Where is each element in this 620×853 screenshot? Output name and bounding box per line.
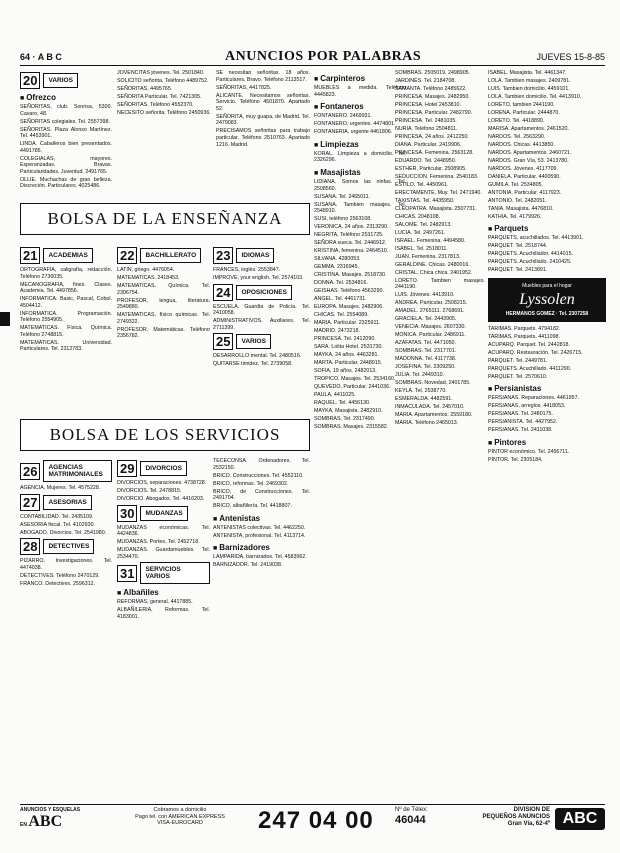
ad-text: DONNA. Tel. 2534816. xyxy=(314,279,368,286)
footer-division-line: PEQUEÑOS ANUNCIOS xyxy=(482,814,550,820)
ad-text: VENECIA. Masajes. 2607330. xyxy=(395,324,466,331)
section-label: ACADEMIAS xyxy=(43,248,92,263)
ad-text: ADMINISTRATIVOS. Auxiliares. Tel. 2711399. xyxy=(213,318,310,331)
ad-text: ANTONIA. Particular. 4117923. xyxy=(488,189,562,196)
ad-text: NARDOS. Jóvenes. 4117709. xyxy=(488,165,558,172)
ad-text: DIVORCIO. Abogados. Tel. 4416203. xyxy=(117,495,205,502)
ad-text: PRINCESA, 24 años. 2412250. xyxy=(395,133,469,140)
ad-text: CHICAS. 2048108. xyxy=(395,213,441,220)
ad-text: DANIELA. Particular. 4400590. xyxy=(488,173,561,180)
ad-text: BRICO, reformas. Tel. 2469302. xyxy=(213,480,289,487)
section-oposiciones-label xyxy=(213,284,310,301)
ad-text: MATEMATICAS. Física. Química. Teléfono 2748815. xyxy=(20,325,112,338)
ad-text: PERSIANAS, arreglos. 4418053. xyxy=(488,403,566,410)
section-number: 27 xyxy=(20,494,40,511)
ad-text: MATEMATICAS, físico químicas. Tel. 2749322. xyxy=(117,312,210,325)
ad-text: FRANCES, inglés. 2553847. xyxy=(213,267,281,273)
ad-text: NECESITO señorita. Teléfono 2450936. xyxy=(117,109,211,116)
ad-text: PROFESOR. Matemáticas. Teléfono 2356782. xyxy=(117,326,210,340)
footer-payment-info xyxy=(110,807,250,827)
ad-text: DIANA. Particular. 2419906. xyxy=(395,141,462,148)
ad-text: ISRAEL. Femenina. 4494580. xyxy=(395,237,466,244)
ad-text: LOLA. Tambien masajes. 2409781. xyxy=(488,77,571,84)
ad-text: MARIA. Teléfono 2465013. xyxy=(395,419,459,426)
ad-text: SEÑORITAS colegiales. Tel. 2557398. xyxy=(20,118,110,125)
persianistas-list xyxy=(488,395,606,434)
section-label: SERVICIOS VARIOS xyxy=(140,562,210,584)
section-bachillerato-label xyxy=(117,247,210,264)
section-number: 21 xyxy=(20,247,40,264)
ad-text: LOLA. Tambien domicilio. Tel. 4413910. xyxy=(488,93,582,100)
section-number: 20 xyxy=(20,72,40,89)
ad-text: DESARROLLO mental. Tel. 2480516. xyxy=(213,353,302,360)
parquets-list xyxy=(488,235,606,274)
ad-text: SOMBRAS. Tel. 2317701. xyxy=(395,348,457,355)
ad-text: GUMILA. Tel. 2534805. xyxy=(488,181,543,188)
ad-text: IMPROVE, your english. Tel. 2574103. xyxy=(213,274,304,281)
footer-telex-label: Nº de Télex: xyxy=(395,807,428,813)
ad-text: DETECTIVES. Teléfono 2470129. xyxy=(20,572,100,579)
ad-text: PARQUETS. Acuchillador. 4414015. xyxy=(488,251,573,258)
ad-text: ANDREA. Particular. 2508215. xyxy=(395,300,468,307)
ad-text: MUEBLES a medida. Teléfono 4445823. xyxy=(314,85,406,98)
ad-text: SUSANA. Tambien masajes. Tel. 2548910. xyxy=(314,201,406,215)
ad-text: LORETO. Tambien masajes. 2441190. xyxy=(395,277,485,291)
ad-text: RAQUEL. Tel. 4456130. xyxy=(314,399,371,406)
section-label: VARIOS xyxy=(43,73,77,88)
ad-text: INFORMATICA. Basic, Pascal, Cobol. 4504412. xyxy=(20,296,112,309)
ad-text: GRACIELA. Tel. 2443905. xyxy=(395,316,457,323)
section-label: ASESORIAS xyxy=(43,495,91,510)
ad-text: PARQUET. Tel. 2449781. xyxy=(488,357,548,364)
ad-text: PARQUETS, acuchillados. Tel. 4413901. xyxy=(488,235,584,242)
ad-text: NURIA. Teléfono 2504811. xyxy=(395,125,458,132)
ad-text: PARQUET. Tel. 2413891. xyxy=(488,267,548,274)
ad-text: PROFESOR, lengua, literatura. 2549880. xyxy=(117,297,210,311)
ad-text: SOLICITO señorita. Teléfono 4489752. xyxy=(117,77,209,84)
ad-text: BRICO. Construcciones. Tel. 4552110. xyxy=(213,472,304,479)
column-varios-3 xyxy=(216,70,310,270)
ad-text: LUIS. Jóvenes. 4413910. xyxy=(395,292,455,299)
ad-text: LAMPARIDA, barnizados. Tel. 4583962. xyxy=(213,554,307,561)
footer-pay-line: Cobramos a domicilio xyxy=(153,807,207,813)
footer-pay-line: Pago tel. con AMERICAN EXPRESS xyxy=(135,813,225,820)
ad-text: MUDANZAS. Portes. Tel. 2452718. xyxy=(117,539,200,546)
ad-text: AMADEL. 2765111. 2768691. xyxy=(395,308,465,315)
ad-text: ACUPARQ. Restauración. Tel. 2426715. xyxy=(488,349,583,356)
ad-text: MECANOGRAFIA, fines. Clases. Academia. Tel. 4497856. xyxy=(20,281,112,295)
ad-text: SOMBRAS. 2505019. 2498905. xyxy=(395,70,471,76)
subhead-albaniles: ■ Albañiles xyxy=(117,588,210,597)
page-header xyxy=(20,49,605,66)
ad-text: PERSIANAS. Tel. 2411038. xyxy=(488,427,553,434)
subhead-antenistas: ■ Antenistas xyxy=(213,514,310,523)
ad-text: MUDANZAS. Guardamuebles. Tel. 2534470. xyxy=(117,547,210,560)
ad-text: KRISTINA, femenina. 2464510. xyxy=(314,248,389,255)
ad-text: SUSANA. Tel. 2465011. xyxy=(314,193,371,200)
lyssolen-contact: HERMANOS GOMEZ · Tel. 2307258 xyxy=(505,310,589,317)
ad-text: GEISHAS. Teléfono 4563290. xyxy=(314,287,384,294)
section-number: 28 xyxy=(20,538,40,555)
column-4-carpinteros-masajistas xyxy=(314,70,406,810)
ad-text: ESTILO. Tel. 4450961. xyxy=(395,181,449,188)
ad-text: ACUPARQ. Parquet. Tel. 2442818. xyxy=(488,341,570,348)
ad-text: PRINCESA. Masajes. 2482950. xyxy=(395,93,470,100)
column-academias xyxy=(20,245,112,415)
column-idiomas-oposiciones xyxy=(213,245,310,415)
column-servicios-3 xyxy=(213,458,310,798)
subhead-ofrezco: ■ Ofrezco xyxy=(20,93,112,102)
column-servicios-1 xyxy=(20,458,112,798)
section-mudanzas-label xyxy=(117,505,210,522)
ad-text: JOVENCITAS jóvenes. Tel. 2501840. xyxy=(117,70,205,76)
footer-abc-name: ABC xyxy=(28,813,63,830)
section-asesorias-label xyxy=(20,494,112,511)
section-number: 30 xyxy=(117,505,137,522)
ad-text: SE necesitan señoritas. 18 años. Particulares. Bravo. Teléfono 2113517. xyxy=(216,70,310,83)
ad-text: ESMERALDA. 4482591. xyxy=(395,395,453,402)
ad-text: KATHIA. Tel. 4179926. xyxy=(488,213,542,220)
ad-text: FONTANERIA, urgente 4461806. xyxy=(314,129,393,136)
ad-text: SARA. Lolita Hotel. 2531730. xyxy=(314,343,383,350)
ad-text: NARDOS. Chicas. 4413850. xyxy=(488,141,555,148)
section-label: VARIOS xyxy=(236,334,270,349)
banner-bolsa-ensenanza: BOLSA DE LA ENSEÑANZA xyxy=(20,203,310,235)
footer-telex-number: 46044 xyxy=(395,814,426,826)
ad-text: PRINCESA. Tel. 2481035. xyxy=(395,117,457,124)
section-number: 22 xyxy=(117,247,137,264)
ad-text: DIVORCIOS. Tel. 2478815. xyxy=(117,487,182,494)
section-servicios-varios-label xyxy=(117,562,210,584)
ad-text: QUEVEDO, Particular. 2441036. xyxy=(314,383,391,390)
ad-text: KEYLA. Tel. 2538770. xyxy=(395,387,447,394)
ad-text: REFORMAS, general. 4417885. xyxy=(117,599,193,606)
ad-text: MUDANZAS económicas. Tel. 4424836. xyxy=(117,524,210,538)
ad-text: PRINCESA. Hotel 2453810. xyxy=(395,101,461,108)
subhead-barnizadores: ■ Barnizadores xyxy=(213,543,310,552)
ad-text: SEÑORITAS, club. Sonrisa, 5300. Cavaro, 48. xyxy=(20,104,112,117)
ad-text: ALICANTE. Necesitamos señoritas. Servicio. Teléfono 4501870. Apartado 52. xyxy=(216,92,310,112)
ad-text: NARDOS. Gran Vía, 53. 2413780. xyxy=(488,157,569,164)
ad-text: ANTENISTA, profesional. Tel. 4113714. xyxy=(213,532,306,539)
section-label: DETECTIVES xyxy=(43,539,94,554)
ad-text: PARQUET. Tel. 2570610. xyxy=(488,373,548,380)
ad-text: GEMMA. 2316945. xyxy=(314,263,360,270)
ad-text: JULIA. Tel. 2449310. xyxy=(395,372,445,379)
ad-text: NEGRITA, Teléfono 2531725. xyxy=(314,232,384,239)
ad-text: FONTANERO. 2469931. xyxy=(314,113,372,120)
ad-text: DIVORCIOS, separaciones. 4738728. xyxy=(117,480,207,486)
ad-text: LINDA. Caballeros bien presentados. 4491785. xyxy=(20,141,112,154)
column-varios-2 xyxy=(117,70,212,270)
ad-text: PARQUET. Tel. 2518744. xyxy=(488,243,548,250)
subhead-parquets: ■ Parquets xyxy=(488,224,606,233)
ad-text: SEDUCCION. Femenina. 2540183. xyxy=(395,173,479,180)
column-6 xyxy=(488,70,606,810)
column-5-list xyxy=(395,70,485,427)
ad-text: ESTHER, Particular. 2508905. xyxy=(395,165,467,172)
ad-text: PIZARRO. Investigaciones. Tel. 4474038. xyxy=(20,558,112,571)
ad-text: LORENA. Particular. 2444870. xyxy=(488,109,560,116)
ad-text: ISABEL. Tel. 2518011. xyxy=(395,245,448,252)
ad-text: EDUARDO. Tel. 2448950. xyxy=(395,157,457,164)
ad-text: INFORMATICA. Programación. Teléfono 2554905. xyxy=(20,310,112,324)
ad-text: FONTANERO, urgentes. 4474801. xyxy=(314,121,396,128)
ad-text: ANGEL. Tel. 4461731. xyxy=(314,295,367,302)
ad-text: MARIA. Apartamentos. 2559180. xyxy=(395,411,473,418)
ad-text: LATIN, griego. 4476054. xyxy=(117,267,175,273)
section-number: 31 xyxy=(117,565,137,582)
ad-text: EUROPA. Masajes. 2482906. xyxy=(314,303,384,310)
ad-text: PRINCESA. Tel. 2412090. xyxy=(314,335,376,342)
ad-text: AGENCIA. Mujeres. Tel. 4575228. xyxy=(20,485,101,491)
subhead-persianistas: ■ Persianistas xyxy=(488,384,606,393)
footer-division-line: DIVISION DE xyxy=(513,807,550,813)
ad-text: PRINCESA. Particular. 2482790. xyxy=(395,109,473,116)
section-agencias-label xyxy=(20,460,112,482)
ad-text: LUIS. Tambien domicilio. 4459101. xyxy=(488,85,570,92)
ad-text: TANIA. Masajista. 4476810. xyxy=(488,205,554,212)
page-title: ANUNCIOS POR PALABRAS xyxy=(225,49,422,64)
ad-text: SEÑORITAS, 4417825. xyxy=(216,84,272,91)
ad-text: SOMBRAS. Tel. 2317490. xyxy=(314,415,376,422)
ad-text: LORETO, tambien 2441190. xyxy=(488,101,555,108)
page-number: 64 · A B C xyxy=(20,52,62,62)
ad-text: ORTOGRAFIA, caligrafía, redacción. Teléfono 2736035. xyxy=(20,267,112,280)
footer-phone-number: 247 04 00 xyxy=(258,807,374,834)
footer-abc-block xyxy=(20,807,94,831)
column-varios-ofrezco xyxy=(20,70,112,270)
ad-text: ANTENISTAS colectivas. Tel. 4462250. xyxy=(213,524,306,531)
abc-logo: ABC xyxy=(555,808,605,830)
ad-text: ASESORIA fiscal. Tel. 4102930. xyxy=(20,521,95,528)
ad-text: SEÑORITAS. Plaza Alonso Martínez. Tel. 4453901. xyxy=(20,126,112,140)
lyssolen-advertisement xyxy=(488,278,606,322)
ad-text: SOFIA, 19 años. 2482013. xyxy=(314,367,377,374)
ad-text: CLEOPATRA. Masajista. 2507731. xyxy=(395,205,477,212)
lyssolen-logo: Lyssolen xyxy=(519,290,575,308)
section-number: 25 xyxy=(213,333,233,350)
ad-text: BRICO, de Construcciones. Tel. 2491704. xyxy=(213,488,310,502)
ad-text: PRINCESA. Femenina. 2563128. xyxy=(395,149,474,156)
ad-text: ANTONIO. Tel. 2482051. xyxy=(488,197,547,204)
section-label: IDIOMAS xyxy=(236,248,274,263)
footer-division-line: Gran Vía, 62-4º xyxy=(507,821,550,827)
ad-text: CONTABILIDAD. Tel. 2435109. xyxy=(20,513,94,520)
ad-text: KORAL. Limpieza a domicilio. Tel. 2326296. xyxy=(314,150,406,164)
ad-text: PINTOR económico. Tel. 2456711. xyxy=(488,448,570,455)
section-number: 23 xyxy=(213,247,233,264)
ad-text: TARIMAS. Parquets. 4794182. xyxy=(488,325,561,332)
ad-text: MADRID. 2473218. xyxy=(314,327,360,334)
ad-text: TARIMAS, Parquets. 4411098. xyxy=(488,333,560,340)
ad-text: JUAN. Femenina. 2317813. xyxy=(395,253,461,260)
ad-text: BARNIZADOR. Tel. 2419038. xyxy=(213,562,283,569)
section-label: BACHILLERATO xyxy=(140,248,201,263)
ad-text: SALOME. Tel. 2482913. xyxy=(395,221,452,228)
banner-bolsa-servicios: BOLSA DE LOS SERVICIOS xyxy=(20,419,310,451)
ad-text: NARDOS. Tel. 2563290. xyxy=(488,133,546,140)
section-detectives-label xyxy=(20,538,112,555)
footer-pay-line: VISA-EUROCARD xyxy=(157,820,203,826)
ad-text: LORETO. Tel. 4418890. xyxy=(488,117,545,124)
footer-abc-prefix: EN xyxy=(20,822,27,828)
subhead-carpinteros: ■ Carpinteros xyxy=(314,74,406,83)
section-idiomas-label xyxy=(213,247,310,264)
section-divorcios-label xyxy=(117,460,210,477)
ad-text: GERALDINE. Chicas. 2480016. xyxy=(395,261,470,268)
ad-text: SEÑORITA, muy guapa, de Madrid. Tel. 2479083. xyxy=(216,113,310,127)
page-date: JUEVES 15-8-85 xyxy=(536,52,605,62)
ad-text: PERSIANAS. Tel. 2480175. xyxy=(488,411,553,418)
ad-text: JOSEFINA. Tel. 2309250. xyxy=(395,364,456,371)
ad-text: MADONNA. Tel. 4117738. xyxy=(395,356,457,363)
ad-text: AZAFATAS. Tel. 4471050. xyxy=(395,340,456,347)
margin-mark xyxy=(0,312,10,326)
ad-text: NARDOS. Apartamentos. 2460721. xyxy=(488,149,572,156)
ad-text: PARQUETS. Acuchillado. 2410425. xyxy=(488,259,572,266)
ad-text: CRISTINA. Masajes. 2518730. xyxy=(314,271,387,278)
column-5 xyxy=(395,70,485,810)
ad-text: JARDINES. Tel. 2184708. xyxy=(395,77,456,84)
ad-text: MAYKA, Masajista. 2482910. xyxy=(314,407,383,414)
lyssolen-tagline: Muebles para el hogar xyxy=(522,282,572,289)
ad-text: BRICO, albañilería. Tel. 4418807. xyxy=(213,503,292,510)
ad-text: PERSIANAS. Reparaciones. 4461957. xyxy=(488,395,579,402)
ad-text: PERSIANISTA. Tel. 4427952. xyxy=(488,419,558,426)
ad-text: SEÑORITAS. Teléfono 4552370. xyxy=(117,101,194,108)
ad-text: ALBAÑILERIA, Reformas. Tel. 4183001. xyxy=(117,607,210,620)
section-label: AGENCIAS MATRIMONIALES xyxy=(43,460,112,482)
footer-telex xyxy=(395,807,428,826)
column-bachillerato xyxy=(117,245,210,415)
subhead-pintores: ■ Pintores xyxy=(488,438,606,447)
ad-text: SOMBRAS. Masajes. 2315582. xyxy=(314,423,389,430)
pintores-list xyxy=(488,449,606,464)
ad-text: COLEGIALAS, mayores. Esperanzadas. Bravas. Particularidades. Juventud. 2491765. xyxy=(20,155,112,175)
ad-text: LIDIANA. Somos las ninfas. Tel. 2508560. xyxy=(314,178,406,192)
ad-text: SUSI, teléfono 2563108. xyxy=(314,216,372,223)
subhead-masajistas: ■ Masajistas xyxy=(314,168,406,177)
ad-text: ESCUELA. Guardia de Policía. Tel. 2410058. xyxy=(213,303,310,317)
column-6-mid-list xyxy=(488,326,606,381)
ad-text: SEÑORA sueca. Tel. 2446912. xyxy=(314,240,387,247)
section-label: OPOSICIONES xyxy=(236,285,292,300)
page-footer xyxy=(20,804,605,832)
section-number: 26 xyxy=(20,463,40,480)
ad-text: MARTA. Particular. 2448915. xyxy=(314,359,383,366)
ad-text: TAXISTAS. Tel. 4435950. xyxy=(395,197,455,204)
ad-text: QUITARSE timidez. Tel. 2739058. xyxy=(213,361,293,368)
ad-text: SEÑORITAS, 4495765. xyxy=(117,85,173,92)
ad-text: PINTOR. Tel. 2305184. xyxy=(488,456,543,463)
subhead-limpiezas: ■ Limpiezas xyxy=(314,140,406,149)
section-label: MUDANZAS xyxy=(140,506,187,521)
ad-text: MATEMATICAS. Química. Tel. 2306754. xyxy=(117,282,210,296)
ad-text: FRANCO. Detectives. 2596312. xyxy=(20,580,96,587)
ad-text: CHICAS. Tel. 2554089. xyxy=(314,311,369,318)
ad-text: CRISTAL. Chica chica. 2401952. xyxy=(395,269,473,276)
section-number: 24 xyxy=(213,284,233,301)
section-academias-label xyxy=(20,247,112,264)
ad-text: PAULA, 4411025. xyxy=(314,391,356,398)
section-varios-label xyxy=(20,72,112,89)
ad-text: LUCIA. Tel. 2497261. xyxy=(395,229,446,236)
column-servicios-2 xyxy=(117,458,210,798)
ad-text: SOMBRAS. Novedad. 2401785. xyxy=(395,380,471,386)
ad-text: ISABEL. Masajista. Tel. 4461347. xyxy=(488,70,567,76)
section-label: DIVORCIOS xyxy=(140,461,186,476)
ad-text: SAMANTA. Teléfono 2485622. xyxy=(395,85,467,92)
section-number: 29 xyxy=(117,460,137,477)
ad-text: INMACULADA. Tel. 2457010. xyxy=(395,403,465,410)
ad-text: TROPICO. Masajes. Tel. 2534160. xyxy=(314,375,396,382)
column-6-top-list xyxy=(488,70,606,220)
masajistas-list xyxy=(314,179,406,430)
ad-text: ERECTAMENTE, Muy. Tel. 2471940. xyxy=(395,189,482,196)
ad-text: PRECISAMOS señoritas para trabajo particular. Teléfono 2510763. Apartado 1216. Madrid. xyxy=(216,128,310,148)
footer-division xyxy=(460,807,550,828)
ad-text: MATEMATICAS. 2418453. xyxy=(117,274,180,281)
ad-text: SILVANA. 4280053. xyxy=(314,256,361,262)
subhead-fontaneros: ■ Fontaneros xyxy=(314,102,406,111)
ad-text: MARISA. Apartamentos. 2461520. xyxy=(488,125,569,132)
ad-text: SEÑORITA Particular. Tel. 7421305. xyxy=(117,93,202,100)
ad-text: MATEMATICAS. Universidad. Particulares. Tel. 2312783. xyxy=(20,339,112,353)
ad-text: MARIA. Particular. 2325911. xyxy=(314,319,381,326)
ad-text: OLLIE. Muchachas de gran belleza. Discreción. Particulares. 4025486. xyxy=(20,176,112,190)
ad-text: VERONICA, 24 años. 2313290. xyxy=(314,224,389,231)
ad-text: PARQUETS. Acuchillado. 4411290. xyxy=(488,365,572,372)
ad-text: TECECONSA. Ordenadores. Tel. 2532150. xyxy=(213,458,310,471)
ad-text: MAYKA, 24 años. 4463281. xyxy=(314,351,379,358)
ad-text: MONICA. Particular. 2486911. xyxy=(395,332,466,339)
ad-text: ABOGADO. Divorcios. Tel. 2541980. xyxy=(20,529,107,536)
footer-abc-line: ANUNCIOS Y ESQUELAS xyxy=(20,807,81,813)
section-varios-ensenanza-label xyxy=(213,333,310,350)
